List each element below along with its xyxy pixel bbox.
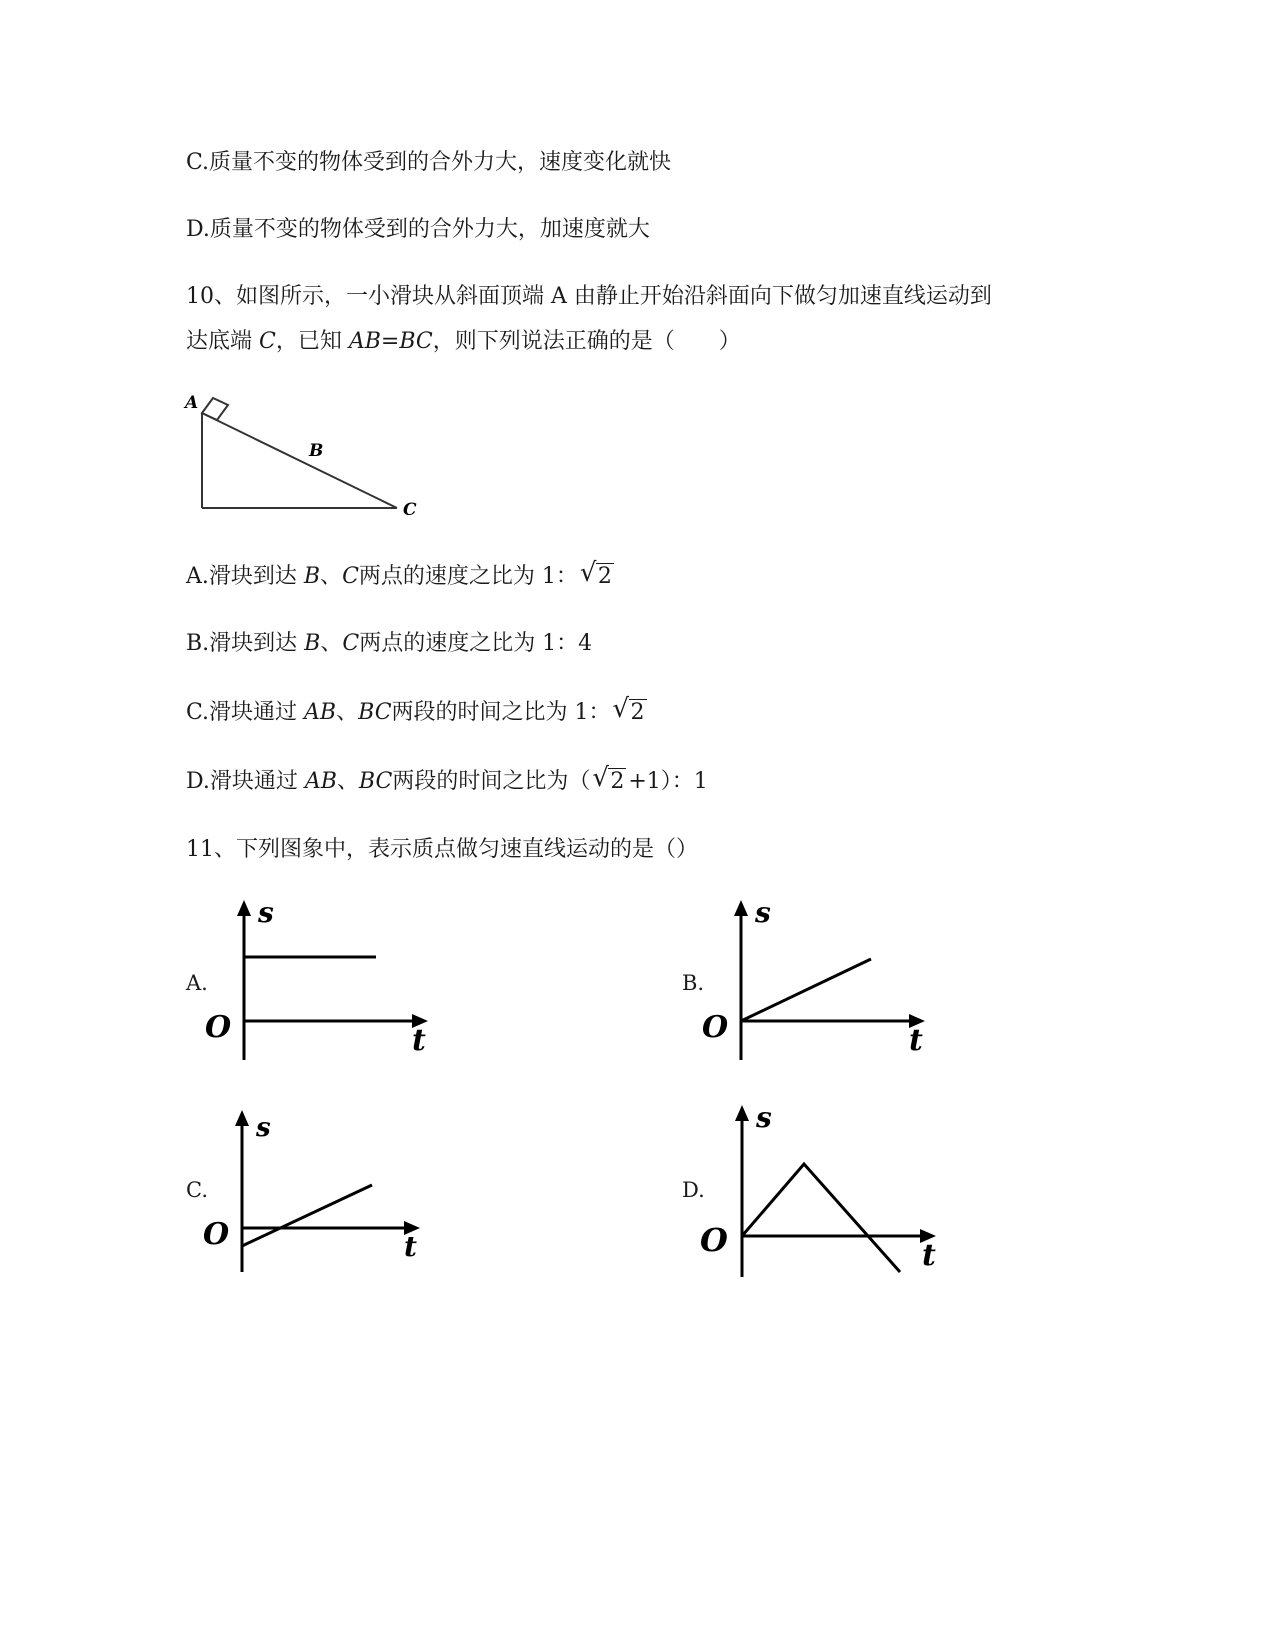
incline-diagram [185,388,425,523]
graph-b-label: B. [682,971,705,995]
point-c: C [342,564,359,589]
graph-c-line [242,1185,372,1246]
origin-label: O [205,1010,232,1045]
separator: 、 [336,700,359,725]
y-axis-label: s [258,896,274,929]
y-axis-arrow [734,900,748,916]
sqrt-expression: √ 2 [592,763,625,794]
q10-option-d [186,763,708,797]
incline-slope [202,413,397,508]
q10-option-b [186,629,592,659]
sqrt-expression: √ 2 [612,694,645,725]
origin-label: O [203,1217,230,1252]
separator: 、 [336,769,359,794]
y-axis-arrow [237,900,251,916]
y-axis-arrow [735,1105,749,1121]
q9-option-d: D.质量不变的物体受到的合外力大，加速度就大 [186,217,650,242]
option-text: C.滑块通过 [186,700,305,725]
q9-option-c: C.质量不变的物体受到的合外力大，速度变化就快 [186,150,672,175]
q10-stem-line2 [186,327,741,357]
graph-d-label: D. [682,1178,705,1202]
origin-label: O [700,1221,728,1259]
graph-d-line [742,1164,900,1272]
graph-d [700,1101,950,1285]
option-text: 两段的时间之比为（ [392,769,591,794]
origin-label: O [702,1010,729,1045]
x-axis-label: t [922,1238,936,1273]
figure-label-c: C [403,500,417,520]
option-text: D.滑块通过 [186,769,305,794]
option-text: 两点的速度之比为 1： [358,564,578,589]
graph-a-label: A. [186,971,208,995]
x-axis-label: t [404,1230,417,1263]
separator: 、 [320,564,343,589]
y-axis-label: s [756,1101,772,1134]
graph-b-line [741,959,871,1021]
q10-stem-text: 达底端 [186,329,259,354]
q10-option-a [186,558,616,592]
radicand: 2 [597,564,612,589]
x-axis-label: t [412,1023,426,1058]
point-c: C [342,631,360,656]
graph-a [200,896,440,1070]
q11-stem: 11、下列图象中，表示质点做匀速直线运动的是（） [186,837,698,862]
option-text: 两点的速度之比为 1：4 [359,631,593,656]
figure-label-b: B [309,441,324,461]
option-text: +1）：1 [628,769,708,794]
graph-c-label: C. [186,1178,208,1202]
segment-bc: BC [358,769,393,794]
x-axis-label: t [909,1023,923,1058]
separator: 、 [320,631,343,656]
y-axis-arrow [235,1110,249,1126]
sqrt-expression: √ 2 [579,558,612,589]
q10-stem-text: ，则下列说法正确的是（ ） [432,329,741,354]
segment-bc: BC [358,700,392,725]
segment-ab: AB [304,769,337,794]
option-text: 两段的时间之比为 1： [391,700,611,725]
q10-option-c [186,694,649,728]
y-axis-label: s [755,896,771,929]
graph-c [200,1110,440,1280]
q10-stem-text: ，已知 [275,329,349,354]
y-axis-label: s [256,1113,271,1143]
graph-b [697,896,937,1070]
slider-block [202,398,228,420]
option-text: A.滑块到达 [186,564,304,589]
option-text: B.滑块到达 [186,631,305,656]
radicand: 2 [610,769,625,794]
figure-label-a: A [185,393,199,413]
q10-stem-line1: 10、如图所示，一小滑块从斜面顶端 A 由静止开始沿斜面向下做匀加速直线运动到 [186,284,992,309]
radicand: 2 [630,700,645,725]
q10-equation: AB=BC [348,329,433,354]
q10-point-c: C [259,329,276,354]
point-b: B [304,631,321,656]
segment-ab: AB [304,700,337,725]
point-b: B [303,564,321,589]
